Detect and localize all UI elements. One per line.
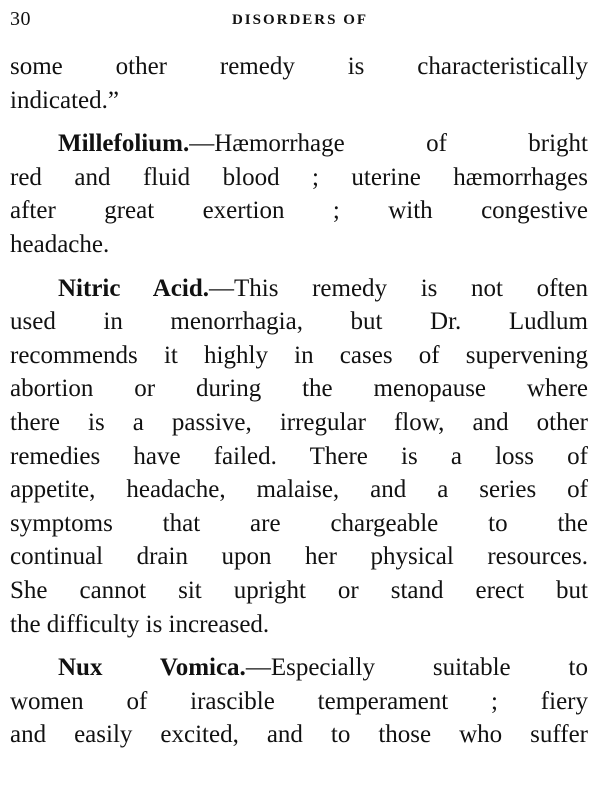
remedy-heading: Millefolium. — [58, 130, 190, 158]
text-fragment: —Hæmorrhage of bright — [189, 130, 588, 158]
text-line: indicated.” — [10, 86, 119, 114]
text-line: She cannot sit upright or stand erect but — [10, 576, 588, 604]
body-text — [10, 50, 588, 752]
text-line: some other remedy is characteristically — [10, 53, 588, 80]
text-fragment: —This remedy is not often — [208, 274, 588, 302]
running-head — [10, 8, 590, 36]
paragraph-gap — [10, 641, 588, 651]
running-title: DISORDERS OF — [231, 12, 369, 28]
text-line: abortion or during the menopause where — [10, 375, 588, 403]
text-line: remedies have failed. There is a loss of — [10, 442, 588, 470]
paragraph-gap — [10, 117, 588, 127]
paragraph-first-line — [10, 651, 588, 685]
remedy-heading: Nitric Acid. — [58, 274, 209, 302]
page-number: 30 — [10, 8, 31, 30]
text-line: after great exertion ; with congestive — [10, 197, 588, 225]
text-line: continual drain upon her physical resources. — [10, 543, 588, 571]
text-line: symptoms that are chargeable to the — [10, 509, 588, 537]
text-fragment: —Especially suitable to — [245, 654, 588, 682]
text-line: recommends it highly in cases of supervening — [10, 341, 588, 369]
text-line: the difficulty is increased. — [10, 610, 270, 638]
remedy-heading: Nux Vomica. — [58, 654, 246, 682]
text-line: there is a passive, irregular flow, and other — [10, 408, 588, 436]
text-line: red and fluid blood ; uterine hæmorrhages — [10, 163, 588, 191]
text-line: and easily excited, and to those who suffer — [10, 721, 588, 749]
paragraph-first-line — [10, 272, 588, 306]
text-line: headache. — [10, 230, 110, 258]
text-line: women of irascible temperament ; fiery — [10, 687, 588, 715]
paragraph-first-line — [10, 127, 588, 161]
paragraph-gap — [10, 262, 588, 272]
text-line: appetite, headache, malaise, and a series of — [10, 476, 588, 504]
text-line: used in menorrhagia, but Dr. Ludlum — [10, 308, 588, 336]
